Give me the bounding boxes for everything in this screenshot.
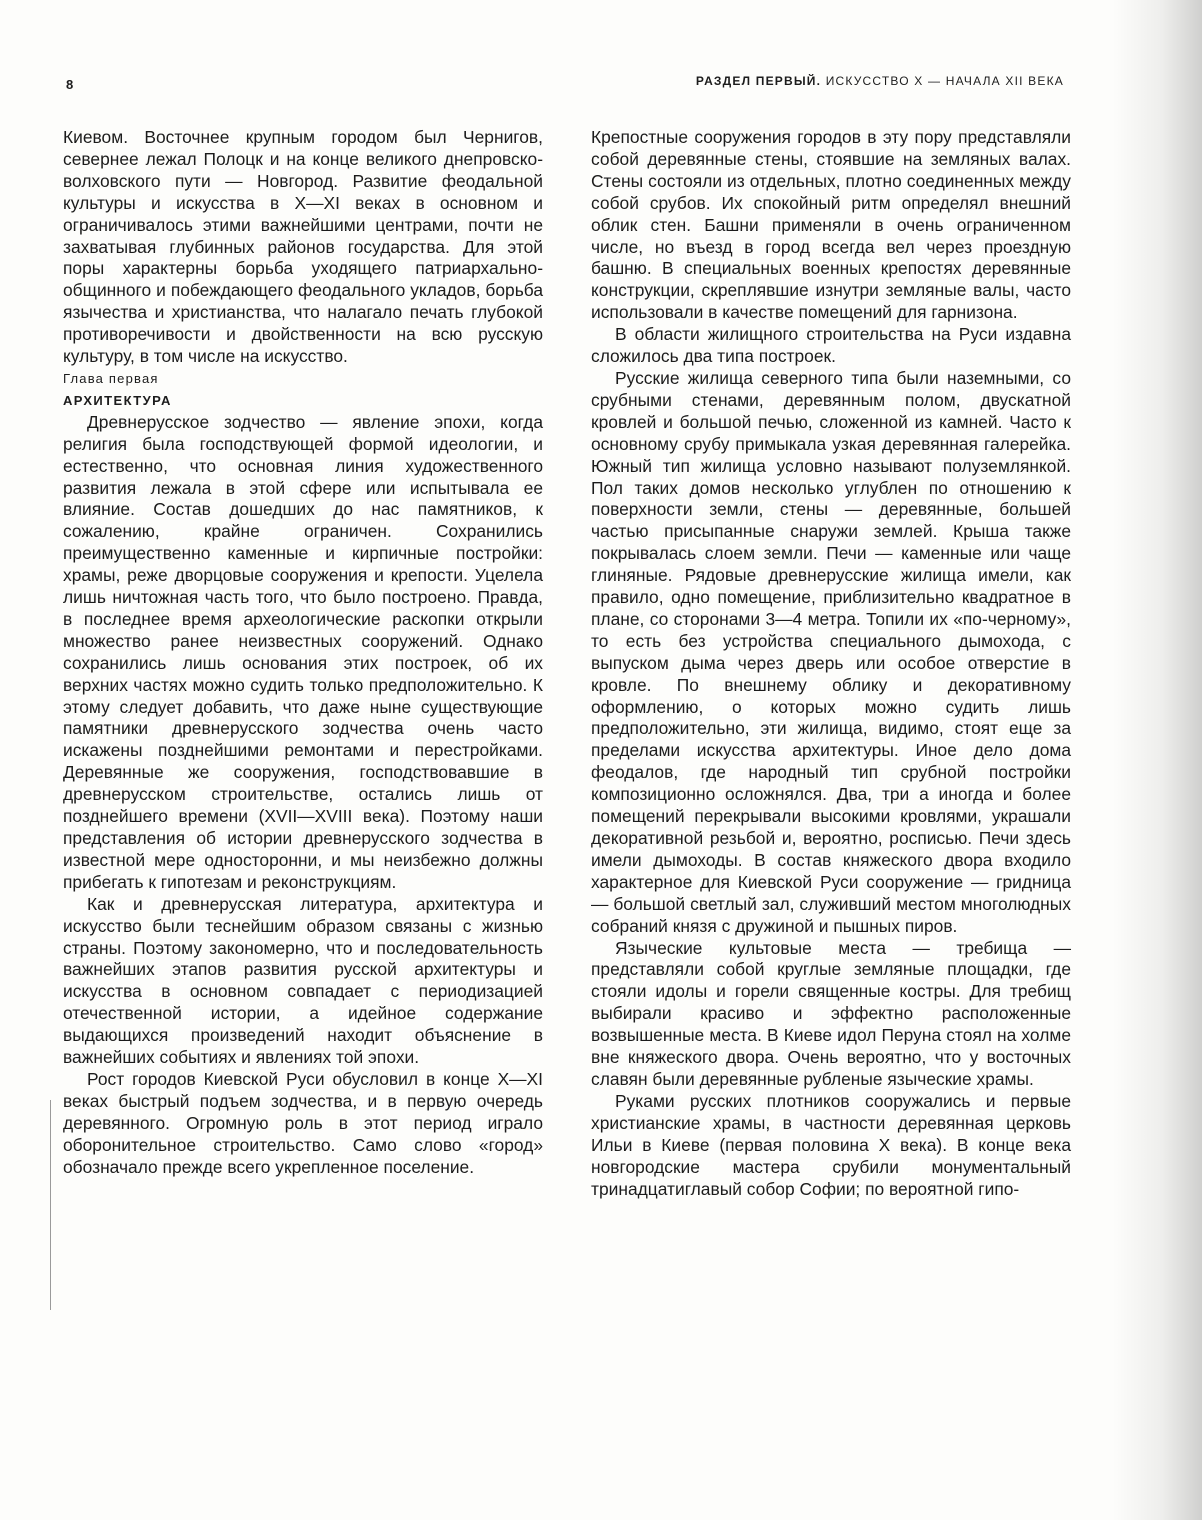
pencil-margin-mark — [50, 1100, 51, 1310]
running-head-title: ИСКУССТВО X — НАЧАЛА XII ВЕКА — [825, 74, 1064, 88]
left-column — [63, 127, 543, 1179]
body-paragraph: Руками русских плотников сооружались и первые христианские храмы, в частности деревянная церковь Ильи в Киеве (первая половина X века). В конце века новгородские мастера срубили монументальный тринадцатиглавый собор Софии; по вероятной гипо- — [591, 1090, 1071, 1199]
intro-paragraph: Киевом. Восточнее крупным городом был Чернигов, севернее лежал Полоцк и на конце великого днепровско-волховского пути — Новгород. Развитие феодальной культуры и искусства в X—XI веках в основном и ограничивалось этими важнейшими центрами, почти не захватывая глубинных районов государства. Для этой поры характерны борьба уходящего патриархально-общинного и побеждающего феодального укладов, борьба язычества и христианства, что налагало печать глубокой противоречивости и двойственности на всю русскую культуру, в том числе на искусство. — [63, 127, 543, 367]
body-paragraph: Крепостные сооружения городов в эту пору представляли собой деревянные стены, стоявшие на земляных валах. Стены состояли из отдельных, плотно соединенных между собой срубов. Их спокойный ритм определял внешний облик стен. Башни применяли в очень ограниченном числе, но въезд в город всегда вел через проездную башню. В специальных военных крепостях деревянные конструкции, скреплявшие изнутри земляные валы, часто использовали в качестве помещений для гарнизона. — [591, 127, 1071, 323]
chapter-title: АРХИТЕКТУРА — [63, 392, 172, 408]
running-head-section: РАЗДЕЛ ПЕРВЫЙ. — [695, 74, 822, 88]
body-paragraph: Языческие культовые места — требища — представляли собой круглые земляные площадки, где стояли идолы и горели священные костры. Для требищ выбирали красиво и эффектно расположенные возвышенные места. В Киеве идол Перуна стоял на холме вне княжеского двора. Очень вероятно, что у восточных славян были деревянные рубленые языческие храмы. — [591, 937, 1071, 1089]
body-paragraph: Русские жилища северного типа были наземными, со срубными стенами, деревянным полом, двускатной кровлей и большой печью, сложенной из камней. Часто к основному срубу примыкала узкая деревянная галерейка. Южный тип жилища условно называют полуземлянкой. Пол таких домов несколько углублен по отношению к поверхности земли, стены — деревянные, большей частью присыпанные снаружи землей. Крыша также покрывалась слоем земли. Печи — каменные или чаще глиняные. Рядовые древнерусские жилища имели, как правило, одно помещение, приблизительно квадратное в плане, со сторонами 3—4 метра. Топили их «по-черному», то есть без устройства специального дымохода, с выпуском дыма через дверь или особое отверстие в кровле. По внешнему облику и декоративному оформлению, о которых можно судить лишь предположительно, эти жилища, видимо, стоят еще за пределами искусства архитектуры. Иное дело дома феодалов, где народный тип срубной постройки композиционно осложнялся. Два, три а иногда и более помещений перекрывали высокими кровлями, украшали декоративной резьбой и, вероятно, росписью. Печи здесь имели дымоходы. В состав княжеского двора входило характерное для Киевской Руси сооружение — гридница — большой светлый зал, служивший местом многолюдных собраний князя с дружиной и пышных пиров. — [591, 367, 1071, 936]
body-paragraph: Древнерусское зодчество — явление эпохи, когда религия была господствующей формой идеологии, и естественно, что основная линия художественного развития лежала в этой сфере или испытывала ее влияние. Состав дошедших до нас памятников, к сожалению, крайне ограничен. Сохранились преимущественно каменные и кирпичные постройки: храмы, реже дворцовые сооружения и крепости. Уцелела лишь ничтожная часть того, что было построено. Правда, в последнее время археологические раскопки открыли множество ранее неизвестных сооружений. Однако сохранились лишь основания этих построек, об их верхних частях можно судить только предположительно. К этому следует добавить, что даже ныне существующие памятники древнерусского зодчества очень часто искажены позднейшими ремонтами и перестройками. Деревянные же сооружения, господствовавшие в древнерусском строительстве, остались лишь от позднейшего времени (XVII—XVIII века). Поэтому наши представления об истории древнерусского зодчества в известной мере односторонни, и мы неизбежно должны прибегать к гипотезам и реконструкциям. — [63, 411, 543, 892]
page-edge-shadow — [1112, 0, 1202, 1520]
body-paragraph: В области жилищного строительства на Руси издавна сложилось два типа построек. — [591, 324, 1071, 367]
body-paragraph: Как и древнерусская литература, архитектура и искусство были теснейшим образом связаны с жизнью страны. Поэтому закономерно, что и последовательность важнейших этапов развития русской архитектуры и искусства в основном совпадает с периодизацией отечественной истории, а идейное содержание выдающихся произведений находит объяснение в важнейших событиях и явлениях той эпохи. — [63, 893, 543, 1068]
running-head — [696, 74, 1064, 88]
right-column — [591, 127, 1071, 1200]
page-number: 8 — [66, 77, 75, 92]
body-paragraph: Рост городов Киевской Руси обусловил в конце X—XI веках быстрый подъем зодчества, и в первую очередь деревянного. Огромную роль в этот период играло оборонительное строительство. Само слово «город» обозначало прежде всего укрепленное поселение. — [63, 1068, 543, 1177]
chapter-label: Глава первая — [63, 370, 159, 386]
